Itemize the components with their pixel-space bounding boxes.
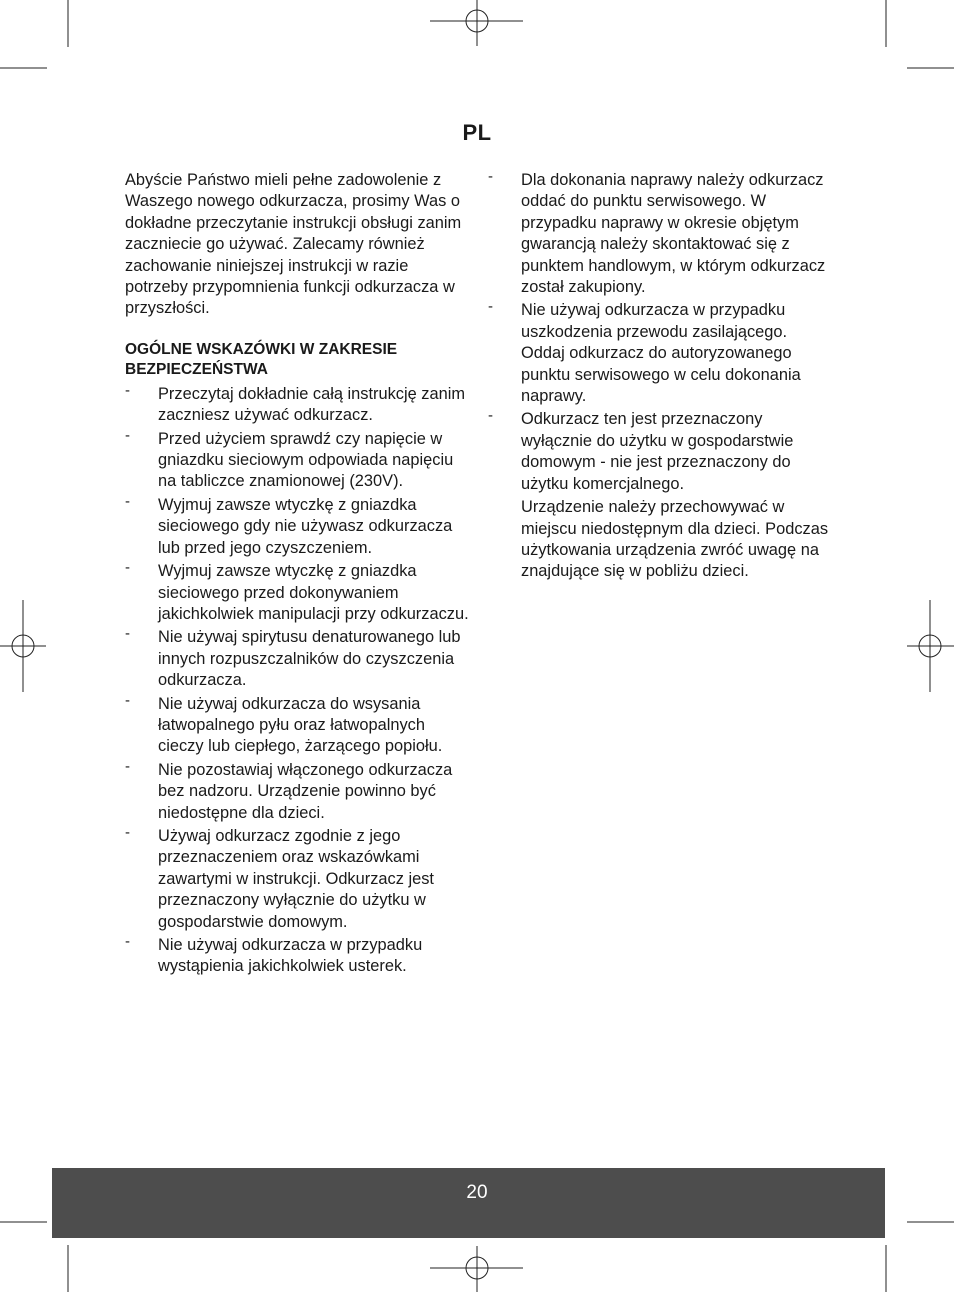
- safety-list: [125, 381, 470, 978]
- list-item: - Nie używaj odkurzacza w przypadku uszkodzenia przewodu zasilającego. Oddaj odkurzacz do autoryzowanego punktu serwisowego w celu dokonania naprawy.: [488, 298, 801, 406]
- bullet-dash: -: [125, 625, 130, 643]
- bullet-dash: -: [488, 407, 493, 425]
- list-item: - Wyjmuj zawsze wtyczkę z gniazdka sieciowego gdy nie używasz odkurzacza lub przed jego czyszczeniem.: [125, 492, 453, 557]
- bullet-dash: -: [125, 823, 130, 841]
- intro-paragraph: Abyście Państwo mieli pełne zadowolenie z Waszego nowego odkurzacza, prosimy Was o dokładne przeczytanie instrukcji obsługi zanim zaczniecie go używać. Zalecamy również zachowanie niniejszej instrukcji w razie potrzeby przypomnienia funkcji odkurzacza w przyszłości.: [125, 171, 462, 318]
- bullet-dash: -: [125, 559, 130, 577]
- list-item: - Dla dokonania naprawy należy odkurzacz oddać do punktu serwisowego. W przypadku naprawy w okresie objętym gwarancją należy skontaktować się z punktem handlowym, w którym odkurzacz został zakupiony.: [488, 168, 826, 297]
- registration-mark-right: [907, 600, 954, 692]
- list-item: - Nie używaj odkurzacza w przypadku wystąpienia jakichkolwiek usterek.: [125, 933, 423, 976]
- list-item: - Nie pozostawiaj włączonego odkurzacza bez nadzoru. Urządzenie powinno być niedostępne dla dzieci.: [125, 757, 453, 822]
- registration-mark-left: [0, 600, 46, 692]
- bullet-dash: -: [125, 426, 130, 444]
- list-item: - Przeczytaj dokładnie całą instrukcję zanim zaczniesz używać odkurzacz.: [125, 381, 466, 425]
- bullet-dash: -: [488, 298, 493, 316]
- registration-mark-bottom: [430, 1246, 523, 1292]
- bullet-dash: -: [125, 691, 130, 709]
- list-item: - Nie używaj spirytusu denaturowanego lub innych rozpuszczalników do czyszczenia odkurzacza.: [125, 625, 461, 690]
- storage-note: Urządzenie należy przechowywać w miejscu niedostępnym dla dzieci. Podczas użytkowania urządzenia zwróć uwagę na znajdujące się w pobliżu dzieci.: [521, 498, 829, 581]
- right-column: [488, 170, 833, 583]
- safety-heading: OGÓLNE WSKAZÓWKI W ZAKRESIE BEZPIECZEŃSTWA: [125, 340, 398, 378]
- registration-mark-top: [430, 0, 523, 46]
- list-item: - Nie używaj odkurzacza do wsysania łatwopalnego pyłu oraz łatwopalnych cieczy lub ciepłego, żarzącego popiołu.: [125, 691, 443, 756]
- bullet-dash: -: [125, 933, 130, 950]
- left-column: [125, 170, 470, 980]
- list-item: - Wyjmuj zawsze wtyczkę z gniazdka sieciowego przed dokonywaniem jakichkolwiek manipulacji przy odkurzaczu.: [125, 559, 469, 623]
- list-item: - Odkurzacz ten jest przeznaczony wyłącznie do użytku w gospodarstwie domowym - nie jest przeznaczony do użytku komercjalnego.: [488, 407, 794, 493]
- bullet-dash: -: [125, 492, 130, 510]
- page-number: 20: [466, 1182, 488, 1203]
- list-item: - Używaj odkurzacz zgodnie z jego przeznaczeniem oraz wskazówkami zawartymi w instrukcji. Odkurzacz jest przeznaczony wyłącznie do użytku w gospodarstwie domowym.: [125, 823, 434, 931]
- list-item: - Przed użyciem sprawdź czy napięcie w gniazdku sieciowym odpowiada napięciu na tabliczce znamionowej (230V).: [125, 426, 454, 491]
- bullet-dash: -: [488, 168, 493, 185]
- bullet-dash: -: [125, 757, 130, 775]
- service-list: [488, 170, 833, 495]
- bullet-dash: -: [125, 381, 130, 399]
- language-heading: PL: [462, 120, 492, 145]
